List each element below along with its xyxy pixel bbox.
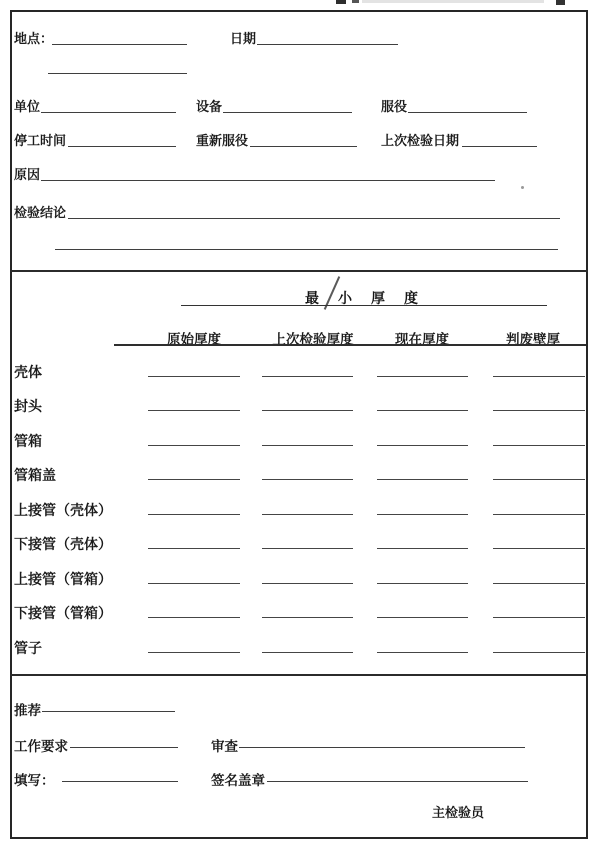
last-inspection-date-label: 上次检验日期 — [381, 133, 460, 148]
service-blank-line — [408, 112, 527, 113]
cutoff-title-underline-fragment — [362, 0, 544, 3]
unit-blank-line — [41, 112, 176, 113]
thickness-cell-line — [148, 652, 240, 653]
thickness-cell-line — [493, 583, 585, 584]
recommendation-label: 推荐 — [14, 703, 41, 718]
signature-seal-label: 签名盖章 — [211, 773, 265, 788]
thickness-cell-line — [262, 548, 353, 549]
row-label: 管箱 — [14, 433, 42, 449]
thickness-cell-line — [377, 376, 468, 377]
thickness-cell-line — [148, 548, 240, 549]
thickness-cell-line — [377, 652, 468, 653]
thickness-cell-line — [493, 617, 585, 618]
thickness-cell-line — [493, 376, 585, 377]
table-row-tube-box-cover — [0, 465, 600, 485]
review-label: 审查 — [211, 739, 238, 754]
conclusion-blank-line-2 — [55, 249, 558, 250]
location-label: 地点： — [14, 31, 54, 46]
title-underline — [181, 305, 547, 306]
thickness-cell-line — [377, 548, 468, 549]
col-header-original-thickness: 原始厚度 — [167, 332, 221, 347]
table-row-tube-box — [0, 431, 600, 451]
thickness-cell-line — [262, 445, 353, 446]
row-label: 管子 — [14, 640, 42, 656]
row-label: 上接管（管箱） — [14, 571, 112, 587]
equipment-label: 设备 — [196, 99, 223, 114]
reservice-label: 重新服役 — [196, 133, 249, 148]
thickness-cell-line — [493, 652, 585, 653]
table-row-shell — [0, 362, 600, 382]
row-label: 下接管（壳体） — [14, 536, 112, 552]
thickness-cell-line — [148, 583, 240, 584]
signature-seal-blank-line — [267, 781, 528, 782]
thickness-cell-line — [262, 514, 353, 515]
date-blank-line — [257, 44, 398, 45]
thickness-cell-line — [262, 617, 353, 618]
header-underline — [114, 344, 586, 346]
shutdown-time-blank-line — [68, 146, 176, 147]
thickness-cell-line — [377, 583, 468, 584]
location-blank-line-2 — [48, 73, 187, 74]
col-header-last-inspection-thickness: 上次检验厚度 — [272, 332, 354, 347]
thickness-cell-line — [493, 445, 585, 446]
thickness-cell-line — [377, 445, 468, 446]
row-label: 管箱盖 — [14, 467, 56, 483]
chief-inspector-label: 主检验员 — [432, 805, 485, 820]
table-row-head — [0, 396, 600, 416]
thickness-cell-line — [493, 548, 585, 549]
row-label: 封头 — [14, 398, 42, 414]
work-requirement-blank-line — [70, 747, 178, 748]
form-border-box — [10, 10, 588, 839]
recommendation-blank-line — [42, 711, 175, 712]
filled-by-label: 填写： — [14, 773, 55, 788]
thickness-cell-line — [377, 617, 468, 618]
filled-by-blank-line — [62, 781, 178, 782]
thickness-cell-line — [148, 617, 240, 618]
thickness-cell-line — [148, 479, 240, 480]
col-header-scrap-wall-thickness: 判废壁厚 — [506, 332, 560, 347]
conclusion-blank-line — [68, 218, 560, 219]
table-row-tubes — [0, 638, 600, 658]
section-divider — [10, 270, 588, 272]
thickness-cell-line — [148, 514, 240, 515]
table-row-lower-nozzle-tube-box — [0, 603, 600, 623]
row-label: 下接管（管箱） — [14, 605, 112, 621]
table-row-upper-nozzle-shell — [0, 500, 600, 520]
unit-label: 单位 — [14, 99, 41, 114]
thickness-cell-line — [262, 479, 353, 480]
thickness-cell-line — [377, 479, 468, 480]
thickness-cell-line — [493, 514, 585, 515]
location-blank-line — [52, 44, 187, 45]
last-inspection-date-blank-line — [462, 146, 537, 147]
scan-speck — [521, 186, 524, 189]
cutoff-title-fragment — [556, 0, 565, 5]
equipment-blank-line — [223, 112, 352, 113]
thickness-cell-line — [493, 410, 585, 411]
thickness-cell-line — [262, 583, 353, 584]
thickness-cell-line — [262, 376, 353, 377]
col-header-current-thickness: 现在厚度 — [395, 332, 449, 347]
thickness-cell-line — [148, 410, 240, 411]
thickness-cell-line — [262, 410, 353, 411]
thickness-cell-line — [262, 652, 353, 653]
thickness-cell-line — [148, 376, 240, 377]
thickness-cell-line — [493, 479, 585, 480]
min-thickness-title: 最小厚度 — [305, 290, 437, 306]
review-blank-line — [239, 747, 525, 748]
cutoff-title-fragment — [336, 0, 346, 4]
date-label: 日期 — [230, 31, 257, 46]
table-row-upper-nozzle-tube-box — [0, 569, 600, 589]
table-row-lower-nozzle-shell — [0, 534, 600, 554]
conclusion-label: 检验结论 — [14, 205, 67, 220]
row-label: 壳体 — [14, 364, 42, 380]
row-label: 上接管（壳体） — [14, 502, 112, 518]
thickness-cell-line — [148, 445, 240, 446]
thickness-cell-line — [377, 514, 468, 515]
thickness-cell-line — [377, 410, 468, 411]
reason-blank-line — [41, 180, 495, 181]
reason-label: 原因 — [14, 167, 41, 182]
cutoff-title-fragment — [352, 0, 359, 3]
work-requirement-label: 工作要求 — [14, 739, 68, 754]
shutdown-time-label: 停工时间 — [14, 133, 67, 148]
service-label: 服役 — [381, 99, 408, 114]
reservice-blank-line — [250, 146, 357, 147]
section-divider — [10, 674, 588, 676]
